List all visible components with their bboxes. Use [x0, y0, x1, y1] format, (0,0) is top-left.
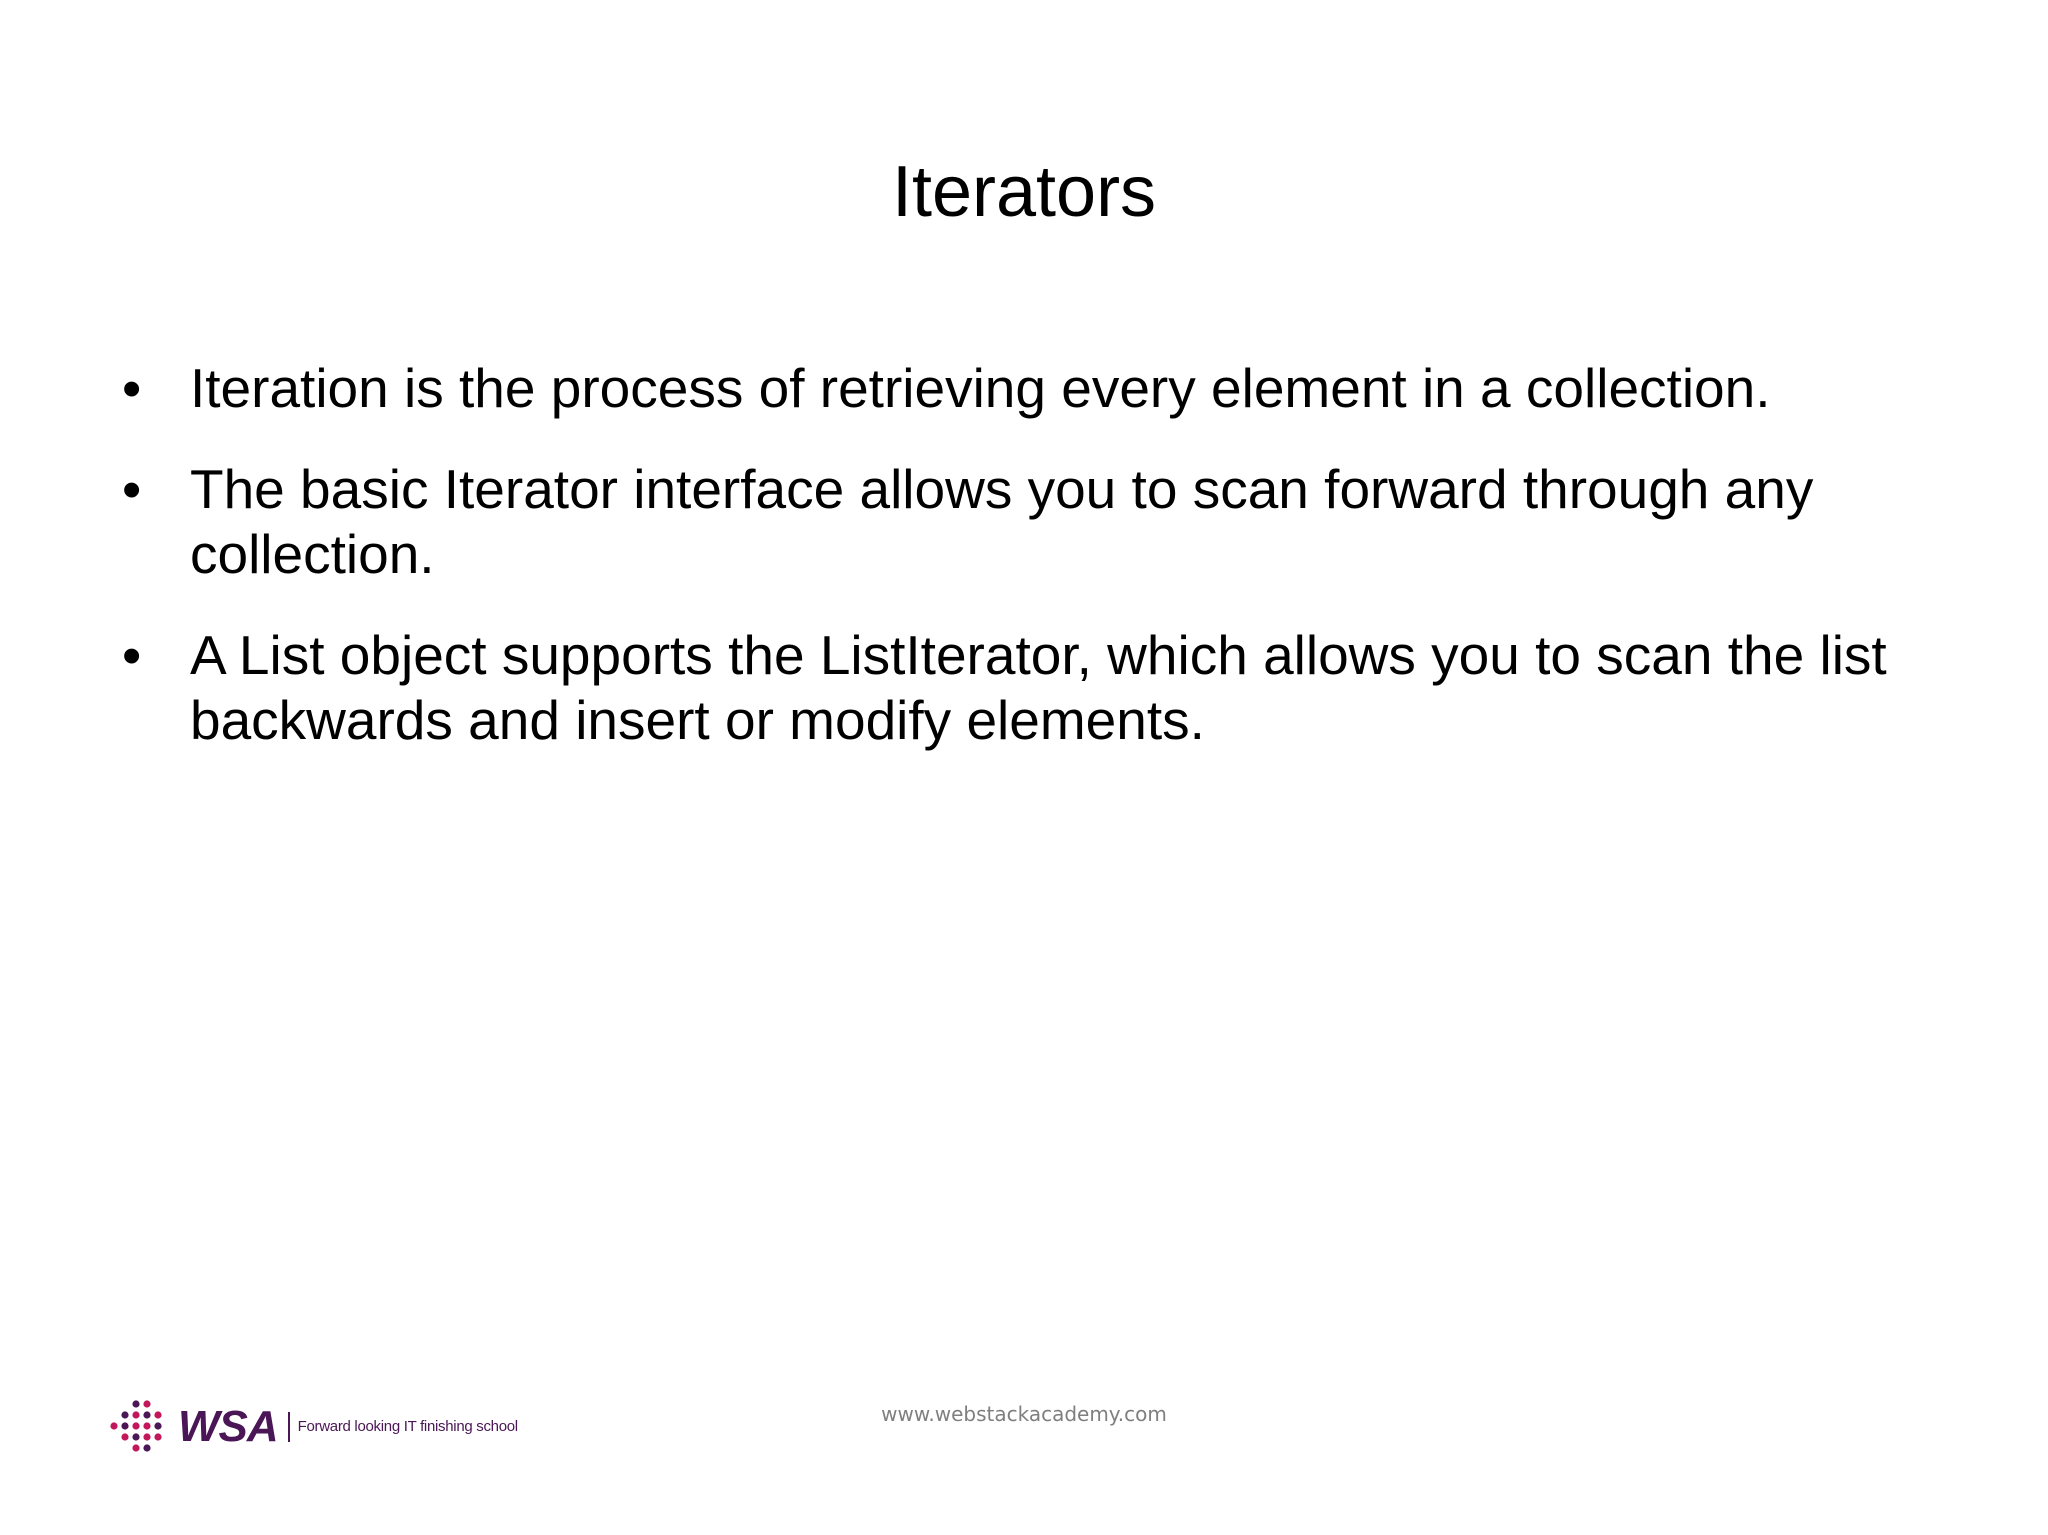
- bullet-text: The basic Iterator interface allows you to scan forward through any collection.: [190, 458, 1814, 585]
- bullet-symbol: •: [122, 357, 142, 419]
- bullet-item: [122, 356, 1982, 421]
- bullet-text: Iteration is the process of retrieving every element in a collection.: [190, 357, 1771, 419]
- slide-title: Iterators: [891, 152, 1157, 232]
- logo-tagline: Forward looking IT finishing school: [297, 1418, 518, 1435]
- bullet-item: [122, 457, 1982, 587]
- footer-url: www.webstackacademy.com: [881, 1402, 1167, 1426]
- bullet-text: A List object supports the ListIterator, which allows you to scan the list backwards and insert or modify elements.: [190, 624, 1887, 751]
- logo-wordmark: WSA: [178, 1402, 278, 1451]
- bullet-list: [122, 356, 1982, 789]
- bullet-item: [122, 623, 1982, 753]
- bullet-symbol: •: [122, 624, 142, 686]
- bullet-symbol: •: [122, 458, 142, 520]
